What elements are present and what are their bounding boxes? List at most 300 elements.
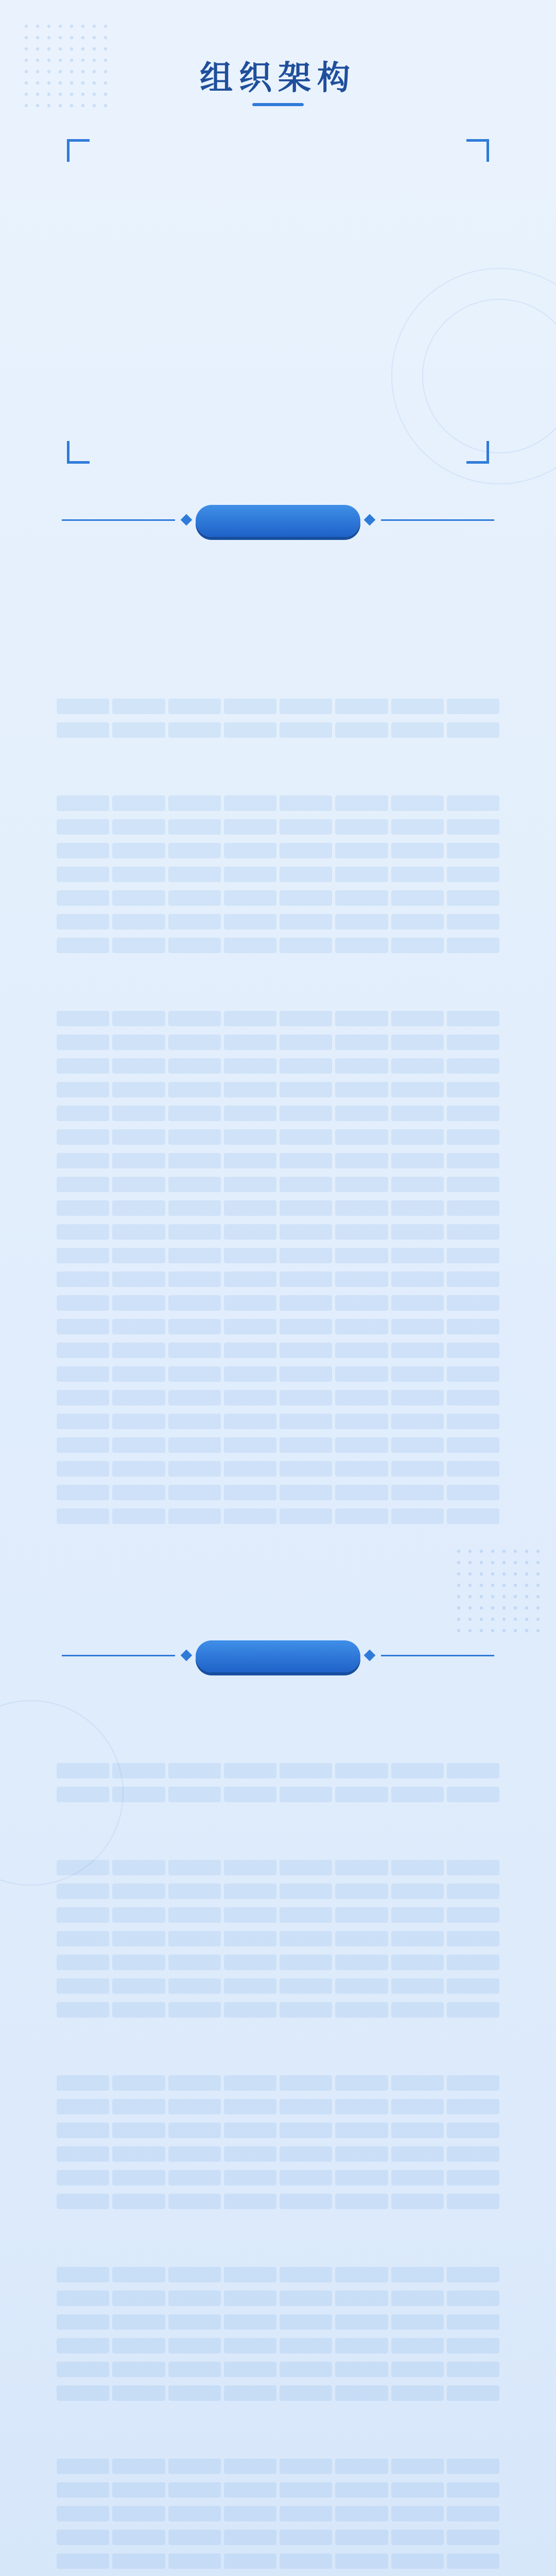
member-name — [57, 2194, 109, 2209]
member-name — [168, 2099, 221, 2114]
member-name — [112, 1295, 165, 1311]
page-title: 组织架构 — [200, 59, 356, 97]
role-row — [57, 1581, 499, 1598]
member-name — [57, 2123, 109, 2138]
member-name — [224, 1248, 276, 1263]
member-name — [447, 2291, 499, 2306]
member-name — [168, 1978, 221, 1994]
member-name — [57, 2553, 109, 2569]
member-name — [335, 699, 388, 714]
member-name — [335, 2291, 388, 2306]
member-name — [168, 2459, 221, 2474]
member-name — [391, 2530, 444, 2545]
member-name — [335, 2506, 388, 2521]
sponsor-organization — [98, 250, 458, 266]
member-name — [224, 2075, 276, 2091]
member-name — [112, 1343, 165, 1358]
member-name — [57, 2146, 109, 2162]
member-name — [168, 1485, 221, 1500]
member-name — [57, 1129, 109, 1145]
member-name — [335, 1787, 388, 1802]
member-name — [224, 2385, 276, 2401]
member-name — [335, 1177, 388, 1192]
member-name — [224, 2099, 276, 2114]
member-name — [280, 1485, 332, 1500]
member-name — [168, 2123, 221, 2138]
member-name — [335, 1978, 388, 1994]
member-name — [224, 1295, 276, 1311]
member-name — [391, 1461, 444, 1477]
member-name — [335, 2362, 388, 2377]
member-name — [335, 1035, 388, 1050]
group-heading — [57, 2242, 499, 2260]
member-name — [168, 843, 221, 858]
member-name — [112, 1224, 165, 1240]
group-heading — [57, 2434, 499, 2451]
member-name — [57, 843, 109, 858]
member-name — [168, 1884, 221, 1899]
member-name — [224, 1787, 276, 1802]
member-name — [168, 1366, 221, 1382]
member-name — [391, 1106, 444, 1121]
member-name — [57, 1931, 109, 1946]
member-name — [112, 1035, 165, 1050]
member-name — [335, 795, 388, 811]
member-name — [335, 2338, 388, 2353]
sponsor-organization — [98, 386, 458, 402]
member-name — [168, 867, 221, 882]
member-name — [280, 2002, 332, 2018]
member-name — [224, 2362, 276, 2377]
member-name — [112, 1485, 165, 1500]
member-name — [57, 2267, 109, 2282]
member-name — [57, 914, 109, 929]
member-name — [280, 1978, 332, 1994]
member-name — [391, 722, 444, 738]
member-name — [168, 1390, 221, 1405]
member-name — [57, 1955, 109, 1970]
member-name — [57, 1907, 109, 1923]
member-name — [112, 2459, 165, 2474]
member-name — [112, 2075, 165, 2091]
member-name — [280, 795, 332, 811]
member-name — [447, 2338, 499, 2353]
member-name — [280, 843, 332, 858]
member-name — [447, 1106, 499, 1121]
member-name — [280, 1082, 332, 1097]
member-name — [112, 1763, 165, 1778]
member-name — [447, 1272, 499, 1287]
member-name — [280, 2099, 332, 2114]
member-name — [224, 867, 276, 882]
member-name — [335, 2314, 388, 2330]
member-name — [391, 1319, 444, 1334]
member-name — [224, 1978, 276, 1994]
member-name — [447, 2002, 499, 2018]
member-name — [112, 1978, 165, 1994]
member-name — [335, 1224, 388, 1240]
member-name — [57, 2170, 109, 2185]
member-name — [447, 1884, 499, 1899]
member-name — [391, 1082, 444, 1097]
member-name — [168, 795, 221, 811]
member-name — [112, 699, 165, 714]
member-name — [57, 1319, 109, 1334]
member-name — [224, 2482, 276, 2498]
member-name — [391, 699, 444, 714]
member-name — [112, 2291, 165, 2306]
member-name — [112, 890, 165, 906]
member-name — [335, 2459, 388, 2474]
member-name — [168, 819, 221, 835]
member-name — [447, 2482, 499, 2498]
member-name — [168, 1295, 221, 1311]
member-name — [447, 843, 499, 858]
member-name — [335, 2482, 388, 2498]
member-name — [335, 1319, 388, 1334]
member-name — [168, 1763, 221, 1778]
member-name — [224, 1035, 276, 1050]
member-name — [391, 1787, 444, 1802]
member-name — [224, 1437, 276, 1453]
member-name — [224, 1390, 276, 1405]
member-name — [112, 1366, 165, 1382]
member-name — [112, 1931, 165, 1946]
member-name — [57, 2314, 109, 2330]
member-name — [168, 2194, 221, 2209]
member-name — [447, 2099, 499, 2114]
member-name — [168, 1248, 221, 1263]
member-name — [335, 1295, 388, 1311]
member-name — [168, 1787, 221, 1802]
role-row — [57, 638, 499, 655]
member-name — [57, 1058, 109, 1074]
member-name — [112, 2194, 165, 2209]
member-name — [391, 1153, 444, 1168]
member-name — [280, 914, 332, 929]
member-group — [57, 2050, 499, 2209]
member-name — [391, 2362, 444, 2377]
member-name — [57, 2099, 109, 2114]
member-name — [447, 1153, 499, 1168]
member-name — [335, 1058, 388, 1074]
member-name — [447, 2194, 499, 2209]
member-name — [168, 1106, 221, 1121]
member-name — [168, 890, 221, 906]
member-name — [168, 2530, 221, 2545]
member-name — [168, 2482, 221, 2498]
member-group — [57, 771, 499, 953]
member-name — [280, 2146, 332, 2162]
member-name — [391, 2314, 444, 2330]
member-name — [447, 795, 499, 811]
member-name — [168, 1414, 221, 1429]
member-name — [112, 1437, 165, 1453]
banner-rule — [62, 1655, 175, 1656]
member-name — [112, 1248, 165, 1263]
member-name — [335, 1366, 388, 1382]
member-name — [447, 1931, 499, 1946]
member-name — [224, 938, 276, 953]
corner-bracket — [466, 139, 489, 162]
member-name — [224, 843, 276, 858]
member-name — [57, 1272, 109, 1287]
member-name — [280, 938, 332, 953]
member-name — [280, 2530, 332, 2545]
member-name — [335, 1082, 388, 1097]
member-name — [391, 1437, 444, 1453]
member-name — [224, 819, 276, 835]
member-name — [57, 1106, 109, 1121]
member-name — [112, 2530, 165, 2545]
member-name — [224, 1224, 276, 1240]
member-name — [224, 890, 276, 906]
member-name — [57, 890, 109, 906]
member-name — [447, 1390, 499, 1405]
member-name — [391, 1907, 444, 1923]
member-name — [224, 1272, 276, 1287]
member-name — [447, 1319, 499, 1334]
member-name — [168, 1011, 221, 1026]
member-name — [112, 795, 165, 811]
member-name — [280, 1931, 332, 1946]
role-row — [57, 590, 499, 608]
member-name — [112, 1907, 165, 1923]
member-name — [280, 2123, 332, 2138]
member-name — [224, 2002, 276, 2018]
member-name — [224, 1485, 276, 1500]
member-name — [447, 1485, 499, 1500]
group-heading — [57, 771, 499, 788]
member-name-grid — [57, 795, 499, 953]
member-name — [112, 1082, 165, 1097]
member-name — [112, 722, 165, 738]
member-name — [112, 2099, 165, 2114]
sponsor-organization — [98, 409, 458, 425]
member-name — [57, 1224, 109, 1240]
member-name — [112, 938, 165, 953]
member-name — [447, 2362, 499, 2377]
member-name — [447, 2459, 499, 2474]
member-name — [280, 1153, 332, 1168]
member-name — [57, 2075, 109, 2091]
member-name — [391, 1485, 444, 1500]
member-name — [224, 2291, 276, 2306]
member-name — [112, 1860, 165, 1875]
sponsor-organization — [98, 228, 458, 243]
member-name — [57, 1343, 109, 1358]
member-name — [335, 2170, 388, 2185]
member-name — [280, 1177, 332, 1192]
member-name — [391, 1978, 444, 1994]
member-name — [224, 2314, 276, 2330]
member-name — [447, 914, 499, 929]
member-name — [391, 2002, 444, 2018]
member-name — [112, 1414, 165, 1429]
member-name — [391, 2385, 444, 2401]
member-name — [57, 699, 109, 714]
member-name — [224, 2170, 276, 2185]
member-name — [280, 1884, 332, 1899]
member-name-grid — [57, 1763, 499, 1802]
member-name — [335, 1763, 388, 1778]
member-name — [335, 1390, 388, 1405]
member-name — [335, 1907, 388, 1923]
member-name — [168, 1058, 221, 1074]
member-name — [391, 1955, 444, 1970]
member-name — [447, 2314, 499, 2330]
member-name — [335, 843, 388, 858]
member-name — [57, 2338, 109, 2353]
member-name — [280, 2314, 332, 2330]
role-row — [57, 1702, 499, 1720]
member-name — [335, 1129, 388, 1145]
member-name — [391, 1177, 444, 1192]
member-name — [391, 2146, 444, 2162]
member-name — [224, 2194, 276, 2209]
role-row — [57, 614, 499, 632]
member-name — [57, 1177, 109, 1192]
member-name — [391, 1058, 444, 1074]
member-name — [168, 1860, 221, 1875]
member-name — [57, 795, 109, 811]
member-name — [280, 1461, 332, 1477]
member-name — [168, 722, 221, 738]
member-name — [280, 2267, 332, 2282]
member-name — [447, 1461, 499, 1477]
member-name — [391, 1129, 444, 1145]
member-name — [447, 819, 499, 835]
member-name-grid — [57, 699, 499, 738]
member-name — [224, 1414, 276, 1429]
member-name — [168, 2146, 221, 2162]
member-name — [391, 2170, 444, 2185]
member-name — [57, 2506, 109, 2521]
member-name — [391, 1414, 444, 1429]
member-name — [57, 1390, 109, 1405]
member-name — [112, 2338, 165, 2353]
member-name — [224, 1931, 276, 1946]
member-name — [391, 2482, 444, 2498]
sponsor-role-label — [98, 160, 458, 175]
member-name — [335, 914, 388, 929]
member-name — [280, 1295, 332, 1311]
member-name — [224, 1366, 276, 1382]
member-name — [168, 2291, 221, 2306]
member-name — [112, 1177, 165, 1192]
member-name — [224, 1509, 276, 1524]
member-name — [335, 2194, 388, 2209]
member-name — [57, 2362, 109, 2377]
sponsor-organization — [98, 273, 458, 289]
member-name — [391, 819, 444, 835]
member-name — [335, 1414, 388, 1429]
member-name — [168, 1343, 221, 1358]
member-name — [112, 1390, 165, 1405]
member-name — [224, 1319, 276, 1334]
member-name — [280, 2170, 332, 2185]
member-name — [447, 1763, 499, 1778]
member-name — [168, 2506, 221, 2521]
member-name — [447, 1224, 499, 1240]
member-name — [224, 2146, 276, 2162]
member-name — [168, 1272, 221, 1287]
member-name — [57, 2385, 109, 2401]
member-name — [112, 2385, 165, 2401]
member-name — [335, 1884, 388, 1899]
member-name — [335, 2099, 388, 2114]
member-name — [335, 938, 388, 953]
member-name — [57, 1295, 109, 1311]
title-underline — [252, 103, 304, 106]
member-name — [447, 1011, 499, 1026]
member-name — [112, 1272, 165, 1287]
member-name-grid — [57, 1011, 499, 1524]
member-name — [391, 1860, 444, 1875]
member-name — [280, 1366, 332, 1382]
member-name — [112, 1129, 165, 1145]
member-name — [391, 1011, 444, 1026]
member-name — [112, 867, 165, 882]
member-name — [280, 890, 332, 906]
member-name — [57, 1860, 109, 1875]
member-name — [112, 2123, 165, 2138]
member-name — [391, 938, 444, 953]
member-name — [168, 2362, 221, 2377]
member-group — [57, 674, 499, 738]
member-name — [447, 2553, 499, 2569]
member-name — [168, 1907, 221, 1923]
member-name — [57, 1437, 109, 1453]
member-name — [391, 1224, 444, 1240]
member-name — [57, 2459, 109, 2474]
member-name — [168, 1200, 221, 1216]
member-name — [224, 1011, 276, 1026]
member-name — [57, 1509, 109, 1524]
member-name — [391, 1509, 444, 1524]
member-name — [447, 1955, 499, 1970]
member-name — [391, 914, 444, 929]
member-name — [57, 819, 109, 835]
member-name — [335, 1200, 388, 1216]
member-name — [335, 2267, 388, 2282]
member-name — [112, 2267, 165, 2282]
member-name — [57, 1461, 109, 1477]
member-name — [335, 867, 388, 882]
member-name — [447, 1907, 499, 1923]
member-name — [57, 2291, 109, 2306]
member-name — [112, 2482, 165, 2498]
member-name — [391, 1035, 444, 1050]
member-group — [57, 2242, 499, 2401]
member-name — [168, 914, 221, 929]
member-group — [57, 1738, 499, 1802]
member-name — [112, 1058, 165, 1074]
sponsor-organization — [98, 318, 458, 334]
member-name — [391, 795, 444, 811]
member-name — [168, 1035, 221, 1050]
member-name — [335, 2123, 388, 2138]
member-name — [224, 2506, 276, 2521]
member-name — [168, 2314, 221, 2330]
member-name — [57, 2482, 109, 2498]
diamond-icon — [181, 1650, 193, 1662]
member-name-grid — [57, 2267, 499, 2401]
member-name — [168, 2170, 221, 2185]
member-name — [335, 2075, 388, 2091]
member-name — [112, 1106, 165, 1121]
member-name — [168, 1437, 221, 1453]
